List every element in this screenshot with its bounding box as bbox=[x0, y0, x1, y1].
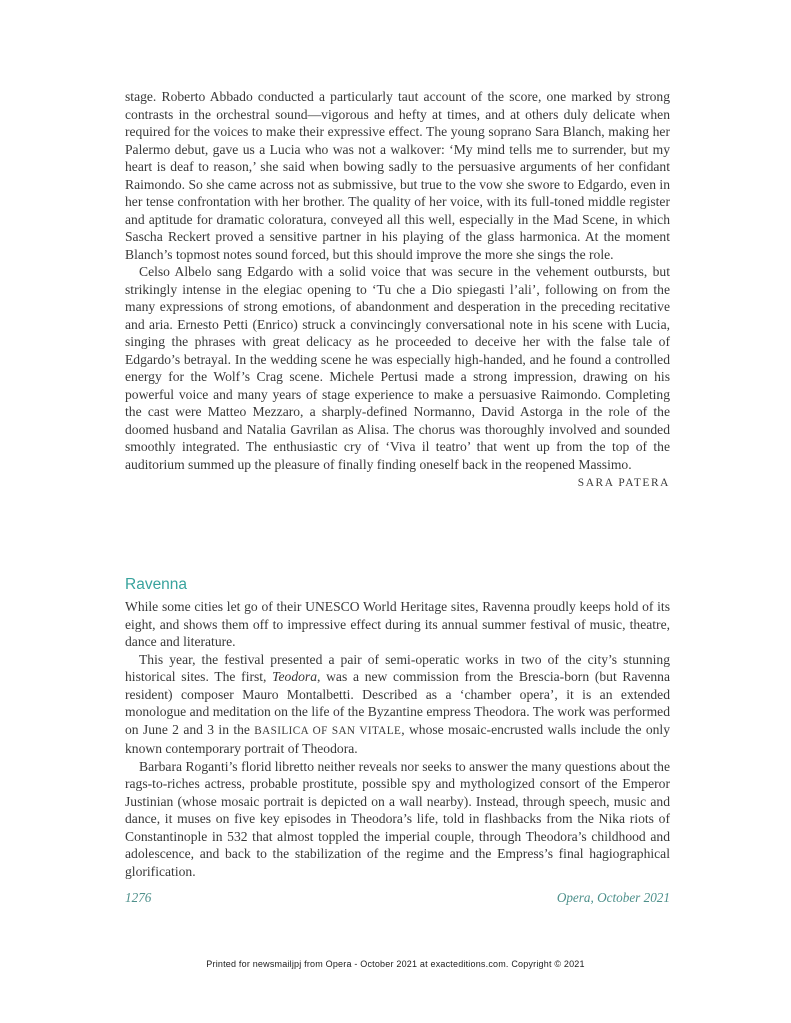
paragraph-palermo-continuation-text: stage. Roberto Abbado conducted a particularly taut account of the score, one marked by strong contrasts in the orchestral sound—vigorous and hefty at times, and at others duly delicate when required for the voices to make their expressive effect. The young soprano Sara Blanch, making her Palermo debut, gave us a Lucia who was not a walkover: ‘My mind tells me to surrender, but my heart is deaf to reason,’ she said when bowing sadly to the persuasive arguments of her confidant Raimondo. So she came across not as submissive, but true to the vow she swore to Edgardo, even in her tense confrontation with her brother. The quality of her voice, with its full-toned middle register and aptitude for dramatic coloratura, conveyed all this well, especially in the Mad Scene, in which Sascha Reckert proved a sensitive partner in his playing of the glass harmonica. At the moment Blanch’s topmost notes sound forced, but this should improve the more she sings the role. bbox=[125, 89, 670, 262]
article-palermo-review bbox=[125, 88, 670, 493]
journal-issue: Opera, October 2021 bbox=[556, 890, 670, 905]
section-heading-ravenna: Ravenna bbox=[125, 576, 188, 593]
page-number: 1276 bbox=[125, 890, 152, 905]
page-footer bbox=[125, 890, 670, 906]
paragraph-celso-albelo-text: Celso Albelo sang Edgardo with a solid voice that was secure in the vehement outbursts, but strikingly intense in the elegiac opening to ‘Tu che a Dio spiegasti l’ali’, following on from the many expressions of strong emotions, of abandonment and desperation in the preceding recitative and aria. Ernesto Petti (Enrico) struck a convincingly conversational note in his scene with Lucia, singing the phrases with great delicacy as he proceeded to deceive her with the false tale of Edgardo’s betrayal. In the wedding scene he was especially high-handed, and he found a controlled energy for the Wolf’s Crag scene. Michele Pertusi made a strong impression, drawing on his powerful voice and many years of stage experience to make a persuasive Raimondo. Completing the cast were Matteo Mezzaro, a sharply-defined Normanno, David Astorga in the role of the doomed husband and Natalia Gavrilan as Alisa. The chorus was thoroughly involved and sounded smoothly integrated. The enthusiastic cry of ‘Viva il teatro’ that went up from the top of the auditorium summed up the pleasure of finally finding oneself back in the reopened Massimo. bbox=[125, 264, 670, 472]
paragraph-ravenna-intro: While some cities let go of their UNESCO World Heritage sites, Ravenna proudly keeps hold of its eight, and shows them off to impressive effect during its annual summer festival of music, theatre, dance and literature. bbox=[125, 599, 670, 649]
paragraph-palermo-continuation bbox=[125, 88, 670, 263]
section-ravenna bbox=[125, 576, 670, 880]
print-attribution: Printed for newsmailjpj from Opera - October 2021 at exacteditions.com. Copyright © 2021 bbox=[206, 959, 585, 969]
paragraph-celso-albelo bbox=[125, 263, 670, 489]
paragraph-ravenna-festival: This year, the festival presented a pair of semi-operatic works in two of the city’s stunning historical sites. The first, Teodora, was a new commission from the Brescia-born (but Ravenna resident) composer Mauro Montalbetti. Described as a ‘chamber opera’, it is an extended monologue and meditation on the life of the Byzantine empress Theodora. The work was performed on June 2 and 3 in the BASILICA OF SAN VITALE, whose mosaic-encrusted walls include the only known contemporary portrait of Theodora. bbox=[125, 651, 670, 756]
paragraph-ravenna-libretto: Barbara Roganti’s florid libretto neither reveals nor seeks to answer the many questions about the rags-to-riches actress, probable prostitute, possible spy and mythologized consort of the Emperor Justinian (whose mosaic portrait is depicted on a wall nearby). Instead, through speech, music and dance, it muses on five key episodes in Theodora’s life, told in flashbacks from the Nika riots of Constantinople in 532 that almost toppled the imperial couple, through Theodora’s childhood and adolescence, and back to the stabilization of the regime and the Empress’s final hagiographical glorification. bbox=[125, 758, 670, 879]
author-byline: SARA PATERA bbox=[577, 477, 670, 489]
